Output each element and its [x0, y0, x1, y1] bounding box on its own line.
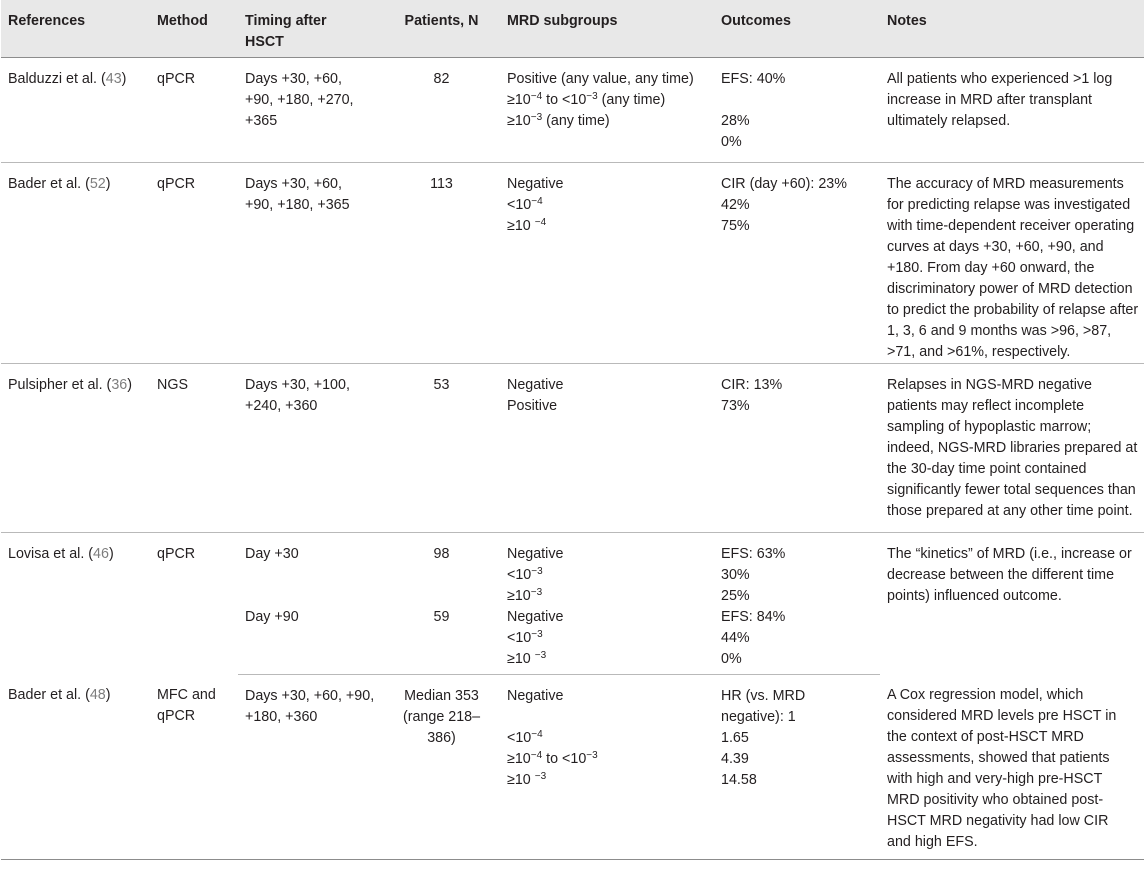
timing-cell: Day +30 [245, 546, 299, 562]
timing-cell: Day +90 [238, 607, 383, 674]
subgroups-cell: Negative $<10^{-4}$ ≥10 $^{-4}$ [500, 163, 714, 364]
notes-cell: A Cox regression model, which considered MRD levels pre HSCT in the context of post-HSCT MRD assessments, showed that patients with high and very-high pre-HSCT MRD positivity who obtained post-HSCT MRD negativity had low CIR and high EFS. [880, 674, 1144, 859]
col-header-mrd-subgroups: MRD subgroups [500, 0, 714, 58]
patients-cell: 59 [383, 607, 500, 674]
method-cell: qPCR [150, 163, 238, 364]
col-header-notes: Notes [880, 0, 1144, 58]
reference-cell: Bader et al. (52) [1, 163, 150, 364]
method-cell: qPCR [157, 546, 196, 562]
col-header-method: Method [150, 0, 238, 58]
method-cell: qPCR [150, 58, 238, 163]
notes-cell: The accuracy of MRD measurements for predicting relapse was investigated with time-dependent receiver operating curves at days +30, +60, +90, and +180. From day +60 onward, the discriminatory power of MRD detection to predict the probability of relapse after 1, 3, 6 and 9 months was >96, >87, >71, and >61%, respectively. [880, 163, 1144, 364]
timing-cell: Days +30, +100, +240, +360 [238, 364, 383, 533]
table-row [1, 533, 1144, 608]
table-row [1, 674, 1144, 859]
patients-cell: 113 [383, 163, 500, 364]
col-header-patients: Patients, N [383, 0, 500, 58]
reference-cell: Lovisa et al. (46) [8, 546, 114, 562]
col-header-references: References [1, 0, 150, 58]
outcomes-cell: CIR: 13% 73% [714, 364, 880, 533]
outcomes-cell: CIR (day +60): 23% 42% 75% [714, 163, 880, 364]
reference-cell: Balduzzi et al. (43) [1, 58, 150, 163]
citation-link[interactable]: 52 [89, 176, 106, 192]
table-row [1, 163, 1144, 364]
subgroups-cell: Positive (any value, any time) $\ge 10^{-4}$ to $<10^{-3}$ (any time) $\ge 10^{-3}$ (any time) [500, 58, 714, 163]
outcomes-cell: HR (vs. MRD negative): 1 1.65 4.39 14.58 [714, 674, 880, 859]
subgroups-cell: Negative Positive [500, 364, 714, 533]
citation-link[interactable]: 46 [93, 546, 109, 562]
notes-cell: The “kinetics” of MRD (i.e., increase or decrease between the different time points) influenced outcome. [887, 546, 1132, 604]
reference-cell: Pulsipher et al. (36) [1, 364, 150, 533]
method-cell: MFC and qPCR [150, 674, 238, 859]
subgroups-cell: Negative $<10^{-3}$ $\ge 10^{-3}$ [507, 546, 564, 604]
outcomes-cell: EFS: 40% 28% 0% [714, 58, 880, 163]
table-row [1, 364, 1144, 533]
citation-link[interactable]: 48 [89, 687, 106, 703]
patients-cell: 82 [383, 58, 500, 163]
col-header-timing: Timing after HSCT [238, 0, 383, 58]
table-header-row [1, 0, 1144, 58]
citation-link[interactable]: 36 [111, 377, 128, 393]
citation-link[interactable]: 43 [105, 71, 122, 87]
col-header-outcomes: Outcomes [714, 0, 880, 58]
outcomes-cell: EFS: 63% 30% 25% [721, 546, 786, 604]
subgroups-cell: Negative $<10^{-3}$ ≥10 $^{-3}$ [500, 607, 714, 674]
patients-cell: 98 [433, 546, 450, 562]
notes-cell: Relapses in NGS-MRD negative patients may reflect incomplete sampling of hypoplastic marrow; indeed, NGS-MRD libraries prepared at the 30-day time point contained significantly fewer total sequences than those prepared at any other time point. [880, 364, 1144, 533]
outcomes-cell: EFS: 84% 44% 0% [714, 607, 880, 674]
notes-cell: All patients who experienced >1 log increase in MRD after transplant ultimately relapsed. [880, 58, 1144, 163]
table-row [1, 58, 1144, 163]
timing-cell: Days +30, +60, +90, +180, +365 [238, 163, 383, 364]
mrd-table [1, 0, 1144, 860]
patients-cell: Median 353 (range 218–386) [383, 674, 500, 859]
reference-cell: Bader et al. (48) [1, 674, 150, 859]
method-cell: NGS [150, 364, 238, 533]
subgroups-cell: Negative $<10^{-4}$ $\ge 10^{-4}$ to $<10^{-3}$ ≥10 $^{-3}$ [500, 674, 714, 859]
timing-cell: Days +30, +60, +90, +180, +360 [238, 674, 383, 859]
timing-cell: Days +30, +60, +90, +180, +270, +365 [238, 58, 383, 163]
patients-cell: 53 [383, 364, 500, 533]
